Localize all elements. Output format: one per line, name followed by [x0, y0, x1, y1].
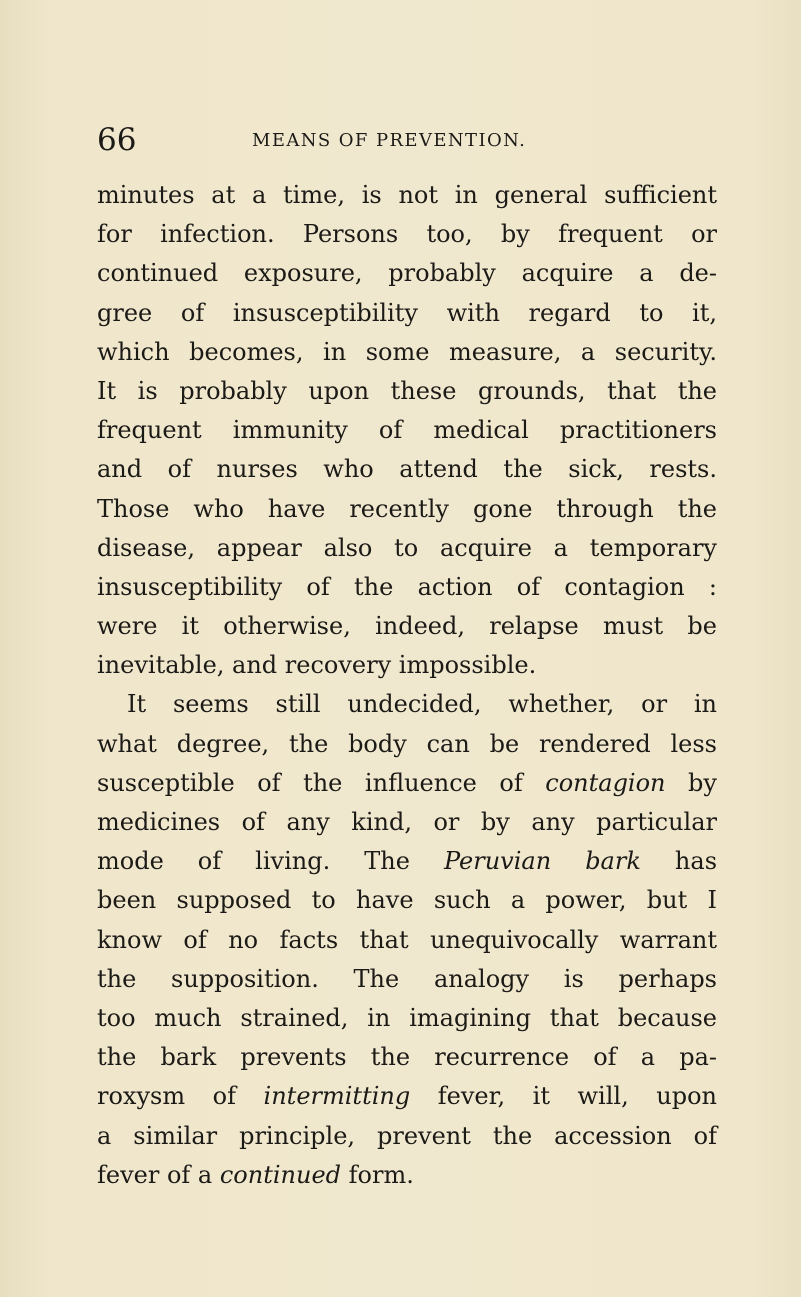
text-run: roxysm of: [97, 1082, 264, 1111]
italic-term: continued: [219, 1160, 342, 1189]
text-run: form.: [341, 1160, 414, 1189]
text-line: the bark prevents the recurrence of a pa-: [97, 1043, 717, 1072]
body-text: [97, 176, 717, 1195]
italic-term: intermitting: [263, 1082, 411, 1111]
text-line: a similar principle, prevent the accession of: [97, 1121, 717, 1150]
text-run: by: [665, 768, 717, 797]
text-line: medicines of any kind, or by any particular: [97, 808, 717, 836]
text-line: insusceptibility of the action of contagion :: [97, 572, 717, 601]
text-line: too much strained, in imagining that because: [97, 1003, 717, 1032]
text-line: and of nurses who attend the sick, rests.: [97, 455, 717, 484]
text-line: Those who have recently gone through the: [97, 494, 717, 523]
text-line: [97, 1156, 717, 1195]
text-run: mode of living. The: [97, 847, 444, 876]
text-run: fever, it will, upon: [410, 1082, 718, 1111]
text-line: been supposed to have such a power, but I: [97, 886, 717, 915]
text-line: It is probably upon these grounds, that the: [97, 376, 717, 405]
text-line: for infection. Persons too, by frequent or: [97, 220, 717, 249]
text-line: frequent immunity of medical practitioners: [97, 416, 717, 445]
text-line: the supposition. The analogy is perhaps: [97, 964, 717, 993]
text-line: which becomes, in some measure, a security.: [97, 337, 717, 366]
text-run: has: [640, 847, 718, 876]
text-line: [97, 764, 717, 803]
text-line: what degree, the body can be rendered less: [97, 729, 717, 758]
text-line: minutes at a time, is not in general sufficient: [97, 181, 717, 209]
paragraph-start-line: It seems still undecided, whether, or in: [127, 690, 717, 719]
text-line: know of no facts that unequivocally warrant: [97, 925, 717, 954]
text-run: susceptible of the influence of: [97, 768, 546, 797]
italic-term: contagion: [545, 768, 666, 797]
text-line: disease, appear also to acquire a temporary: [97, 533, 717, 562]
text-line: inevitable, and recovery impossible.: [97, 651, 537, 680]
text-run: fever of a: [97, 1160, 220, 1189]
text-line: gree of insusceptibility with regard to it,: [97, 298, 717, 327]
text-line: [97, 842, 717, 881]
text-line: were it otherwise, indeed, relapse must be: [97, 612, 717, 641]
text-line: continued exposure, probably acquire a de-: [97, 259, 717, 288]
italic-term: Peruvian bark: [443, 847, 641, 876]
running-head: [97, 122, 717, 158]
page-number: 66: [97, 122, 137, 158]
running-title: MEANS OF PREVENTION.: [252, 130, 527, 151]
text-line: [97, 1077, 717, 1116]
